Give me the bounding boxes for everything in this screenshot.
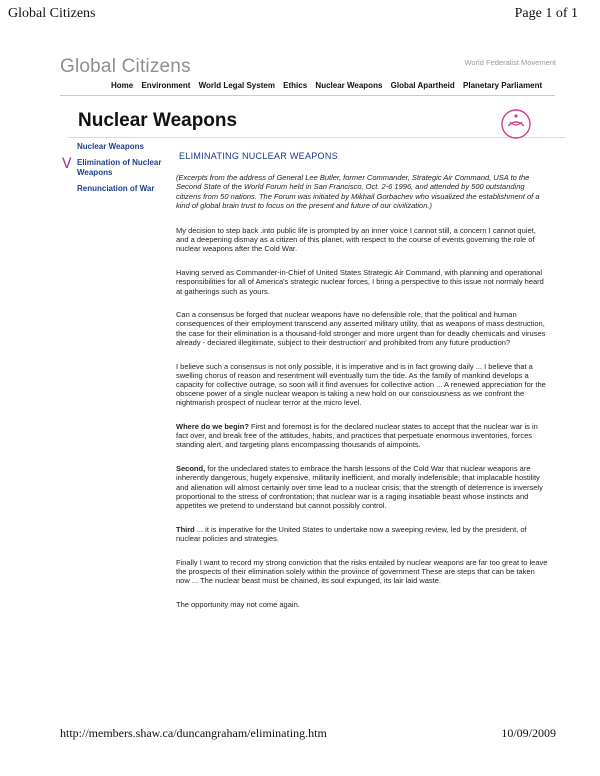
nav-environment[interactable]: Environment	[141, 81, 191, 90]
nav-planetary-parliament[interactable]: Planetary Parliament	[463, 81, 543, 90]
nav-global-apartheid[interactable]: Global Apartheid	[390, 81, 455, 90]
article-paragraph: I believe such a consensus is not only possible, it is imperative and is in fact growing daily ... I believe that a swelling chorus of reason and resentment will eventually turn the tide. As the family of mankind develops a capacity for collective outrage, so soon will it find avenues for collective action ... A renewed appreciation for the obscene power of a single nuclear weapon is taking a new hold on our consciousness as we confront the nightmarish prospect of nuclear terror at the micro level.	[176, 361, 546, 408]
nav-nuclear-weapons[interactable]: Nuclear Weapons	[315, 81, 383, 90]
paragraph-body: for the undeclared states to embrace the harsh lessons of the Cold War that nuclear weapons are inherently dangerous, hugely expensive, militarily inefficient, and morally indefensible; that implacable hostility and alienation will almost certainly over time lead to a nuclear crisis; that the strength of deterrence is inversely proportional to the stress of confrontation; that nuclear war is a raging insatiable beast whose instincts and appetites we pretend to understand but cannot possibly control.	[176, 464, 543, 510]
article-paragraph: Can a consensus be forged that nuclear weapons have no defensible role, that the political and human consequences of their employment transcend any asserted military utility, that as weapons of mass destruction, the case for their elimination is a thousand-fold stronger and more urgent than for deadly chemicals and viruses already - deciared illegitimate, subject to their destruction' and prohibited from any future production?	[176, 310, 546, 347]
nav-divider	[60, 95, 555, 96]
article-paragraph	[176, 464, 548, 510]
print-footer-url: http://members.shaw.ca/duncangraham/eliminating.htm	[60, 726, 327, 740]
article-paragraph: Having served as Commander-in-Chief of United States Strategic Air Command, with planning and operational responsibilities for all of America's strategic nuclear forces, I bring a perspective to this issue not normaly heard at gatherings such as yours.	[176, 268, 544, 296]
paragraph-body: ... it is imperative for the United States to undertake now a sweeping review, led by the president, of nuclear policies and strategies.	[176, 524, 527, 543]
site-org: World Federalist Movement	[464, 58, 556, 67]
article-intro: (Excerpts from the address of General Lee Butler, former Commander, Strategic Air Command, USA to the Second State of the World Forum held in San Francisco, Oct. 2-6 1996, and attended by 500 outstanding citizens from 50 nations. The Forum was initiated by Mikhail Gorbachev who visualized the establishment of a kind of global brain trust to focus on the present and future of our civilization.)	[176, 173, 540, 210]
article-paragraph	[176, 525, 548, 543]
sidebar-item-renunciation[interactable]: Renunciation of War	[77, 184, 155, 193]
nav-home[interactable]: Home	[111, 81, 134, 90]
article-paragraph: My decision to step back .into public life is prompted by an inner voice I cannot still, a concern I cannot quiet, and a deepening dismay as a citizen of this planet, with respect to the course of events governing the role of nuclear weapons after the Cold War.	[176, 226, 536, 254]
sidebar-item-nuclear-weapons[interactable]: Nuclear Weapons	[77, 142, 144, 151]
paragraph-lead: Where do we begin?	[176, 422, 249, 432]
site-title[interactable]: Global Citizens	[60, 56, 191, 77]
handwritten-check-mark: V	[62, 156, 72, 172]
article-paragraph	[176, 422, 548, 450]
sidebar-item-elimination[interactable]: Elimination of Nuclear Weapons	[77, 158, 162, 177]
globe-logo-icon	[500, 108, 532, 140]
article-paragraph: Finally I want to record my strong conviction that the risks entailed by nuclear weapons are far too great to leave the prospects of their elimination solely within the province of government These are steps that can be taken now ... The nuclear beast must be chained, its soul expunged, its lair laid waste.	[176, 557, 548, 585]
paragraph-lead: Second,	[176, 464, 206, 474]
print-header-title: Global Citizens	[8, 6, 96, 21]
print-header-page: Page 1 of 1	[514, 6, 578, 21]
print-footer-date: 10/09/2009	[501, 726, 556, 740]
sidebar	[77, 142, 177, 200]
article	[176, 152, 548, 623]
nav-ethics[interactable]: Ethics	[283, 81, 308, 90]
top-nav	[111, 81, 548, 90]
title-divider	[68, 137, 566, 138]
paragraph-lead: Third	[176, 524, 195, 534]
nav-world-legal-system[interactable]: World Legal System	[198, 81, 275, 90]
article-heading: ELIMINATING NUCLEAR WEAPONS	[179, 151, 338, 161]
paragraph-body: First and foremost is for the declared nuclear states to accept that the nuclear war is in fact over, and break free of the attitudes, habits, and practices that perpetuate enormous inventories, forces standing alert, and targeting plans encompassing thousands of aimpoints.	[176, 422, 538, 450]
article-paragraph: The opportunity may not come again.	[176, 599, 300, 609]
page-title: Nuclear Weapons	[78, 110, 238, 131]
